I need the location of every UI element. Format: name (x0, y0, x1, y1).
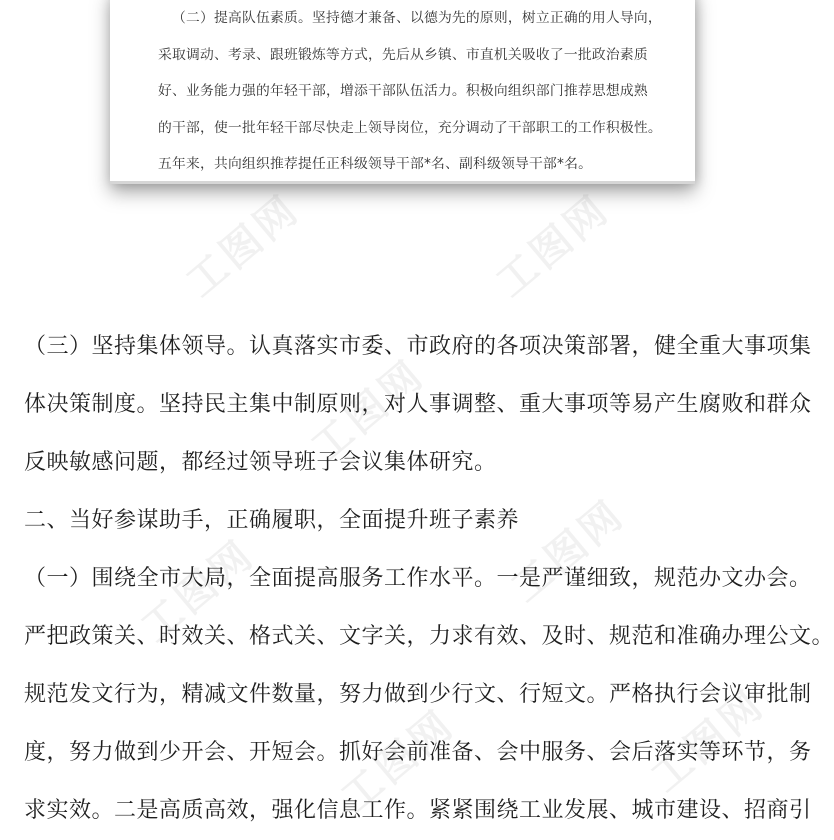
body-line: 度，努力做到少开会、开短会。抓好会前准备、会中服务、会后落实等环节，务 (24, 740, 812, 765)
watermark: 工图网 (642, 681, 774, 802)
watermark: 工图网 (332, 701, 464, 822)
card-line: （二）提高队伍素质。坚持德才兼备、以德为先的原则，树立正确的用人导向， (172, 10, 662, 26)
card-paragraph (158, 0, 662, 183)
watermark: 工图网 (302, 351, 434, 472)
body-line: 反映敏感问题，都经过领导班子会议集体研究。 (24, 450, 497, 475)
card-line: 五年来，共向组织推荐提任正科级领导干部*名、副科级领导干部*名。 (158, 156, 593, 173)
watermark: 工图网 (487, 186, 619, 307)
card-line: 好、业务能力强的年轻干部，增添干部队伍活力。积极向组织部门推荐思想成熟 (158, 83, 648, 100)
body-line: 规范发文行为，精减文件数量，努力做到少行文、行短文。严格执行会议审批制 (24, 682, 812, 707)
document-preview-card (110, 0, 695, 184)
watermark: 工图网 (132, 531, 264, 652)
body-line: 体决策制度。坚持民主集中制原则，对人事调整、重大事项等易产生腐败和群众 (24, 392, 812, 417)
watermark: 工图网 (177, 186, 309, 307)
card-line: 采取调动、考录、跟班锻炼等方式，先后从乡镇、市直机关吸收了一批政治素质 (158, 46, 648, 63)
body-line: 严把政策关、时效关、格式关、文字关，力求有效、及时、规范和准确办理公文。 (24, 624, 834, 649)
body-paragraphs (24, 318, 834, 840)
body-line: （三）坚持集体领导。认真落实市委、市政府的各项决策部署，健全重大事项集 (24, 334, 812, 359)
section-heading: 二、当好参谋助手，正确履职，全面提升班子素养 (24, 508, 520, 533)
body-line: （一）围绕全市大局，全面提高服务工作水平。一是严谨细致，规范办文办会。 (24, 566, 812, 591)
body-line: 求实效。二是高质高效，强化信息工作。紧紧围绕工业发展、城市建设、招商引 (24, 798, 812, 823)
watermark: 工图网 (502, 491, 634, 612)
card-line: 的干部，使一批年轻干部尽快走上领导岗位，充分调动了干部职工的工作积极性。 (158, 119, 662, 136)
